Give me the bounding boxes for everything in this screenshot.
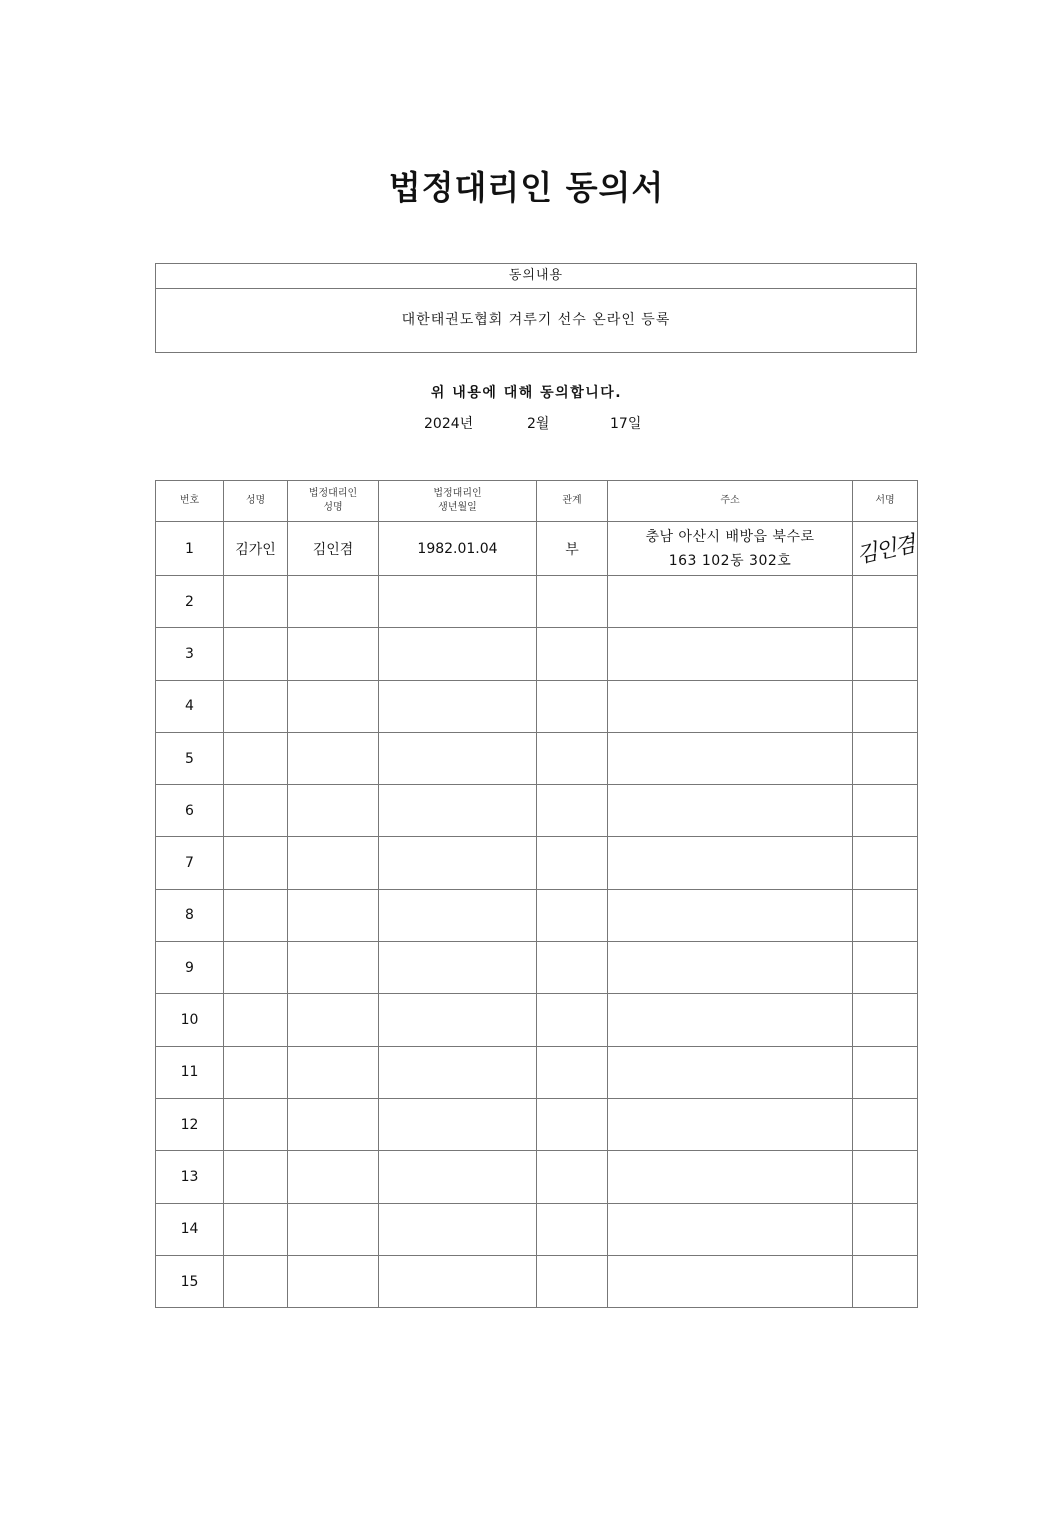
address: [608, 994, 853, 1046]
table-row: [156, 628, 918, 680]
guardian-name: [288, 1151, 379, 1203]
table-row: [156, 1151, 918, 1203]
row-number: 10: [156, 994, 224, 1046]
header-guardian-name: [288, 481, 379, 522]
guardian-name: [288, 994, 379, 1046]
header-guardian-birth-line2: 생년월일: [438, 502, 477, 513]
row-number: 15: [156, 1255, 224, 1307]
row-number: 1: [156, 522, 224, 576]
signature-cell: [853, 680, 918, 732]
address: [608, 628, 853, 680]
consent-header: 동의내용: [156, 264, 916, 289]
row-number: 11: [156, 1046, 224, 1098]
relation: [537, 1151, 608, 1203]
signature-cell: [853, 732, 918, 784]
row-number: 2: [156, 576, 224, 628]
student-name: [224, 942, 288, 994]
row-number: 13: [156, 1151, 224, 1203]
signature-cell: [853, 1046, 918, 1098]
consent-body: 대한태권도협회 겨루기 선수 온라인 등록: [401, 312, 671, 328]
table-row: [156, 522, 918, 576]
student-name: [224, 1098, 288, 1150]
row-number: 9: [156, 942, 224, 994]
guardian-birthdate: [379, 942, 537, 994]
guardian-name: [288, 732, 379, 784]
date-month: 2월: [527, 416, 550, 432]
row-number: 7: [156, 837, 224, 889]
table-header-row: [156, 481, 918, 522]
relation: [537, 732, 608, 784]
signature-cell: [853, 1098, 918, 1150]
address: [608, 1255, 853, 1307]
signature-cell: [853, 785, 918, 837]
guardian-birthdate: [379, 1203, 537, 1255]
guardian-name: [288, 1046, 379, 1098]
address: [608, 942, 853, 994]
table-row: [156, 576, 918, 628]
address: [608, 1098, 853, 1150]
guardian-birthdate: [379, 1151, 537, 1203]
guardian-name: [288, 942, 379, 994]
signature-cell: [853, 1203, 918, 1255]
student-name: [224, 680, 288, 732]
signature-cell: [853, 837, 918, 889]
row-number: 3: [156, 628, 224, 680]
address: [608, 889, 853, 941]
guardian-birthdate: [379, 576, 537, 628]
guardian-birthdate: [379, 837, 537, 889]
guardian-name: [288, 785, 379, 837]
address: [608, 1151, 853, 1203]
signature-cell: [853, 1255, 918, 1307]
row-number: 6: [156, 785, 224, 837]
header-guardian-name-line2: 성명: [323, 502, 343, 513]
guardian-birthdate: [379, 1046, 537, 1098]
consent-box: [155, 263, 917, 353]
student-name: [224, 837, 288, 889]
guardian-birthdate: [379, 732, 537, 784]
student-name: [224, 1046, 288, 1098]
table-row: [156, 732, 918, 784]
relation: [537, 889, 608, 941]
guardian-name: [288, 1098, 379, 1150]
address: [608, 732, 853, 784]
guardian-name: [288, 576, 379, 628]
table-row: [156, 837, 918, 889]
guardian-name: [288, 1255, 379, 1307]
row-number: 8: [156, 889, 224, 941]
header-relation: 관계: [537, 481, 608, 522]
student-name: [224, 1203, 288, 1255]
header-guardian-birth-line1: 법정대리인: [433, 488, 482, 499]
guardian-name: 김인겸: [288, 522, 379, 576]
table-row: [156, 1046, 918, 1098]
relation: [537, 1203, 608, 1255]
signature-cell: [853, 522, 918, 576]
relation: [537, 785, 608, 837]
guardian-birthdate: [379, 889, 537, 941]
row-number: 4: [156, 680, 224, 732]
address: [608, 837, 853, 889]
signature-cell: [853, 628, 918, 680]
address-line2: 163 102동 302호: [668, 552, 792, 569]
guardian-birthdate: [379, 1098, 537, 1150]
header-no: 번호: [156, 481, 224, 522]
relation: [537, 680, 608, 732]
row-number: 14: [156, 1203, 224, 1255]
student-name: [224, 628, 288, 680]
relation: [537, 1255, 608, 1307]
signature-cell: [853, 942, 918, 994]
header-name: 성명: [224, 481, 288, 522]
guardian-name: [288, 837, 379, 889]
table-row: [156, 785, 918, 837]
row-number: 5: [156, 732, 224, 784]
guardian-birthdate: [379, 994, 537, 1046]
table-row: [156, 1255, 918, 1307]
student-name: [224, 732, 288, 784]
signature-cell: [853, 1151, 918, 1203]
page-title: 법정대리인 동의서: [388, 168, 665, 207]
student-name: [224, 889, 288, 941]
table-row: [156, 889, 918, 941]
address-line1: 충남 아산시 배방읍 북수로: [645, 528, 815, 545]
relation: 부: [537, 522, 608, 576]
table-row: [156, 1098, 918, 1150]
guardian-birthdate: [379, 628, 537, 680]
table-row: [156, 680, 918, 732]
student-name: [224, 1255, 288, 1307]
student-name: [224, 576, 288, 628]
address: [608, 1203, 853, 1255]
guardian-name: [288, 1203, 379, 1255]
relation: [537, 1046, 608, 1098]
consent-roster-table: [155, 480, 918, 1308]
address: [608, 522, 853, 576]
header-address: 주소: [608, 481, 853, 522]
row-number: 12: [156, 1098, 224, 1150]
header-signature: 서명: [853, 481, 918, 522]
header-guardian-birth: [379, 481, 537, 522]
guardian-name: [288, 628, 379, 680]
relation: [537, 994, 608, 1046]
signature-cell: [853, 576, 918, 628]
guardian-birthdate: [379, 1255, 537, 1307]
guardian-birthdate: [379, 785, 537, 837]
table-row: [156, 1203, 918, 1255]
table-row: [156, 994, 918, 1046]
table-row: [156, 942, 918, 994]
handwritten-signature: 김인겸: [854, 532, 917, 569]
relation: [537, 628, 608, 680]
guardian-birthdate: 1982.01.04: [379, 522, 537, 576]
address: [608, 576, 853, 628]
relation: [537, 942, 608, 994]
date-year: 2024년: [424, 416, 474, 432]
guardian-name: [288, 680, 379, 732]
guardian-name: [288, 889, 379, 941]
student-name: 김가인: [224, 522, 288, 576]
relation: [537, 837, 608, 889]
relation: [537, 576, 608, 628]
date-day: 17일: [610, 416, 642, 432]
relation: [537, 1098, 608, 1150]
student-name: [224, 785, 288, 837]
student-name: [224, 1151, 288, 1203]
signature-cell: [853, 889, 918, 941]
agree-statement: 위 내용에 대해 동의합니다.: [430, 385, 623, 401]
header-guardian-name-line1: 법정대리인: [308, 488, 358, 499]
guardian-birthdate: [379, 680, 537, 732]
signature-cell: [853, 994, 918, 1046]
student-name: [224, 994, 288, 1046]
address: [608, 680, 853, 732]
address: [608, 1046, 853, 1098]
address: [608, 785, 853, 837]
